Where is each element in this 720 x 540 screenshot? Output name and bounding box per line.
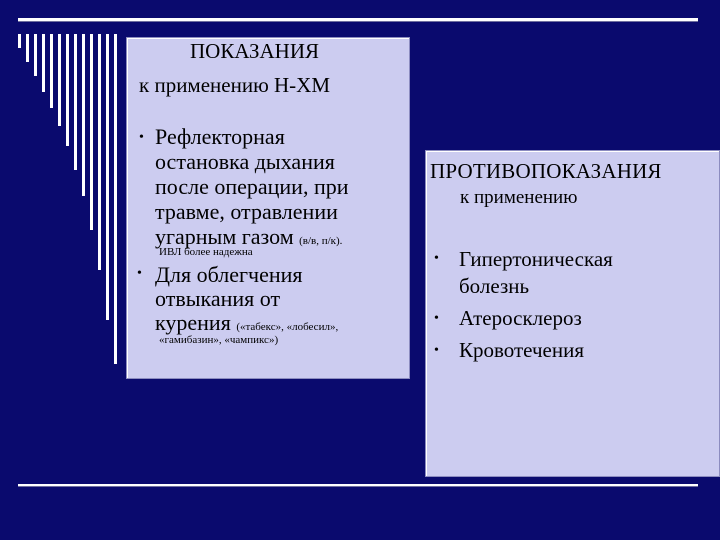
top-divider <box>18 18 698 21</box>
contraindication-3: Кровотечения <box>459 338 584 362</box>
indication-2-line-3-text: курения <box>155 310 231 335</box>
indication-2-line-1: Для облегчения <box>155 262 303 287</box>
indication-2-line-2: отвыкания от <box>155 286 281 311</box>
contraindications-panel <box>425 150 720 477</box>
bottom-divider <box>18 484 698 486</box>
bullet-icon: • <box>137 266 142 281</box>
contraindications-subtitle: к применению <box>460 187 578 208</box>
indication-1-line-4: травме, отравлении <box>155 199 338 224</box>
stripe <box>82 34 85 196</box>
stripe <box>114 34 117 364</box>
stripe <box>90 34 93 230</box>
stripe <box>26 34 29 62</box>
stripe <box>98 34 101 270</box>
contraindications-title: ПРОТИВОПОКАЗАНИЯ <box>430 159 662 183</box>
indications-panel <box>126 37 410 379</box>
indication-1-line-1: Рефлекторная <box>155 124 285 149</box>
indication-2-drugs: («табекс», «лобесил», <box>236 321 339 333</box>
contraindication-2: Атеросклероз <box>459 306 582 330</box>
bullet-icon: • <box>434 251 439 266</box>
decorative-stripes <box>18 34 128 374</box>
stripe <box>50 34 53 108</box>
stripe <box>58 34 61 126</box>
indication-2-note: «гамибазин», «чампикс») <box>159 334 279 346</box>
bullet-icon: • <box>139 130 144 145</box>
indication-1-route: (в/в, п/к). <box>299 235 343 247</box>
bullet-icon: • <box>434 311 439 326</box>
stripe <box>18 34 21 48</box>
indication-1-note: ИВЛ более надежна <box>159 246 253 258</box>
indication-1-line-2: остановка дыхания <box>155 149 335 174</box>
stripe <box>106 34 109 320</box>
indications-title: ПОКАЗАНИЯ <box>190 39 320 63</box>
stripe <box>66 34 69 146</box>
bullet-icon: • <box>434 343 439 358</box>
indication-1-line-5-text: угарным газом <box>155 224 294 249</box>
stripe <box>74 34 77 170</box>
stripe <box>34 34 37 76</box>
contraindication-1-line-1: Гипертоническая <box>459 247 613 271</box>
stripe <box>42 34 45 92</box>
indication-1-line-3: после операции, при <box>155 174 349 199</box>
contraindication-1-line-2: болезнь <box>459 274 530 298</box>
indications-subtitle: к применению Н-ХМ <box>139 73 331 97</box>
